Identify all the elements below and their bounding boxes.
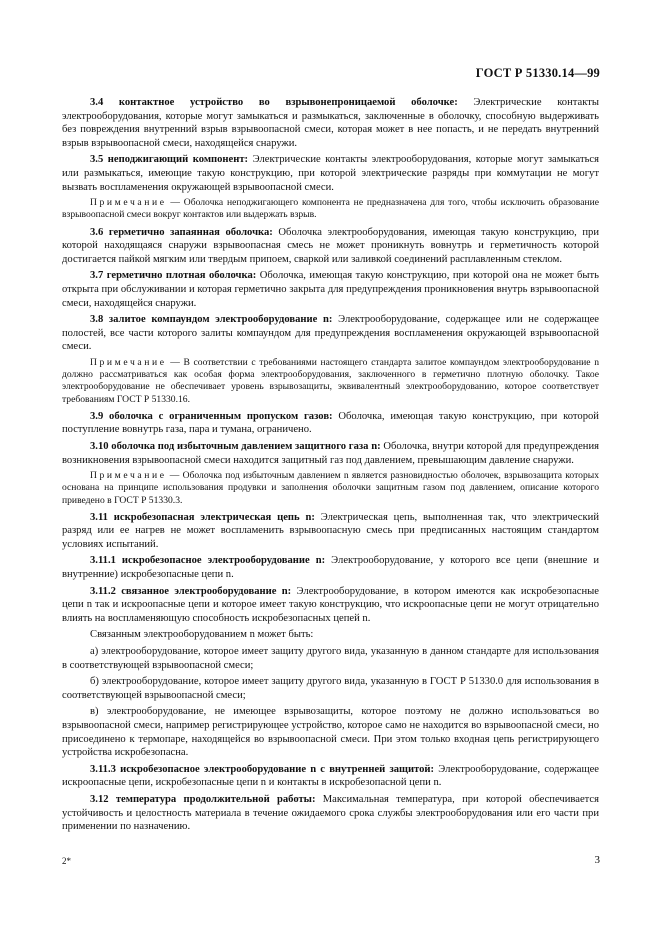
paragraph-text: — Оболочка неподжигающего компонента не предназначена для того, чтобы исключить образование взрывоопасной смеси вокруг контактов или выдержать взрыв. xyxy=(62,197,599,221)
definition-paragraph xyxy=(62,763,599,790)
paragraph-text: Электрооборудование, у которого все цепи (внешние и внутренние) искробезопасные цепи n. xyxy=(62,555,599,581)
note-label: Примечание xyxy=(90,356,167,368)
paragraph-text: б) электрооборудование, которое имеет защиту другого вида, указанную в ГОСТ Р 51330.0 для использования в соответствующей взрывоопасной смеси; xyxy=(62,676,599,701)
term-heading: 3.8 залитое компаундом электрооборудование n: xyxy=(90,314,333,326)
paragraph-text: Электрические контакты электрооборудования, которые могут замыкаться и размыкаться, заключенные в оболочку, способную выдерживать без повреждения внутренний взрыв взрывоопасной смеси, которая может в нее попасть, и не передать внутренний взрыв взрывоопасной смеси, находящейся снаружи. xyxy=(62,97,599,149)
definition-paragraph xyxy=(62,675,599,702)
paragraph-text: — В соответствии с требованиями настоящего стандарта залитое компаундом электрооборудование n должно рассматриваться как особая форма электрооборудования, заключенного в герметично плотную оболочку. Такое электрооборудование не обеспечивает уровень взрывозащиты, эквивалентный электрооборудованию, которое соответствует требованиям ГОСТ Р 51330.16. xyxy=(62,356,599,405)
paragraph-text: Оболочка, внутри которой для предупреждения возникновения взрывоопасной смеси находится защитный газ под давлением, превышающим давление снаружи. xyxy=(62,440,599,466)
term-heading: 3.11.2 связанное электрооборудование n: xyxy=(90,585,292,597)
note-label: Примечание xyxy=(90,197,167,209)
definition-paragraph xyxy=(62,585,599,626)
document-header: ГОСТ Р 51330.14—99 xyxy=(475,66,600,80)
term-heading: 3.5 неподжигающий компонент: xyxy=(90,154,249,166)
paragraph-text: в) электрооборудование, не имеющее взрывозащиты, которое поэтому не должно использоваться во взрывоопасной смеси, например регистрирующее устройство, которое само не находится во взрывоопасной смеси, но присоединено к термопаре, находящейся во взрывоопасной смеси. При этом только входная цепь регистрирующего устройства искробезопасна. xyxy=(62,706,599,759)
paragraph-text: Электрооборудование, содержащее или не содержащее полостей, все части которого залиты компаундом для предупреждения воспламенения окружающей взрывоопасной смеси. xyxy=(62,314,599,353)
paragraph-text: Электрооборудование, в котором имеются как искробезопасные цепи n так и искроопасные цепи и которое имеет такую конструкцию, что искроопасные цепи не могут отрицательно влиять на воспламеняющую способность искробезопасных цепей n. xyxy=(62,585,599,624)
note-paragraph xyxy=(62,197,599,221)
definition-paragraph xyxy=(62,440,599,467)
definition-paragraph xyxy=(62,153,599,194)
paragraph-text: Электрическая цепь, выполненная так, что электрический разряд или ее нагрев не может воспламенить взрывоопасную смесь при предписанных настоящим стандартом условиях испытаний. xyxy=(62,511,599,550)
term-heading: 3.11.3 искробезопасное электрооборудование n с внутренней защитой: xyxy=(90,763,435,775)
paragraph-text: — Оболочка под избыточным давлением n является разновидностью оболочек, взрывозащита которых основана на принципе использования продувки и заполнения оболочки защитным газом под давлением, описание которого приведено в ГОСТ Р 51330.3. xyxy=(62,470,599,506)
paragraph-text: Электрические контакты электрооборудования, которые могут замыкаться или размыкаться, имеющие такую конструкцию, при которой электрические разряды при коммутации не могут вызвать воспламенения окружающей взрывоопасной смеси. xyxy=(62,154,599,193)
term-heading: 3.12 температура продолжительной работы: xyxy=(90,793,316,805)
definition-paragraph xyxy=(62,269,599,310)
definition-paragraph xyxy=(62,511,599,552)
definition-paragraph xyxy=(62,96,599,150)
definition-paragraph xyxy=(62,226,599,267)
page-number: 3 xyxy=(594,854,600,866)
term-heading: 3.11.1 искробезопасное электрооборудование n: xyxy=(90,555,326,567)
definition-paragraph xyxy=(62,410,599,437)
paragraph-text: Оболочка, имеющая такую конструкцию, при которой поступление вовнутрь газа, пара и тумана, ограничено. xyxy=(62,410,599,436)
paragraph-text: Электрооборудование, содержащее искроопасные цепи, искробезопасные цепи n и контакты в искробезопасной цепи n. xyxy=(62,763,599,789)
note-paragraph xyxy=(62,357,599,406)
definition-paragraph xyxy=(62,554,599,581)
term-heading: 3.9 оболочка с ограниченным пропуском газов: xyxy=(90,410,333,422)
paragraph-text: Оболочка, имеющая такую конструкцию, при которой она не может быть открыта при обслуживании и которая герметично закрыта для предупреждения проникновения внутрь взрывоопасной смеси, находящейся снаружи. xyxy=(62,270,599,309)
term-heading: 3.6 герметично запаянная оболочка: xyxy=(90,226,273,238)
footer-signature-mark: 2* xyxy=(62,856,71,866)
term-heading: 3.11 искробезопасная электрическая цепь n: xyxy=(90,511,315,523)
term-heading: 3.4 контактное устройство во взрывонепроницаемой оболочке: xyxy=(90,97,458,108)
definition-paragraph xyxy=(62,793,599,834)
term-heading: 3.7 герметично плотная оболочка: xyxy=(90,270,257,282)
definition-paragraph xyxy=(62,628,599,642)
paragraph-text: Максимальная температура, при которой обеспечивается устойчивость и целостность материала в течение ожидаемого срока службы электрооборудования или его части при применении по назначению. xyxy=(62,793,600,833)
definition-paragraph xyxy=(62,313,599,354)
document-body xyxy=(62,96,599,837)
definition-paragraph xyxy=(62,705,599,759)
paragraph-text: Оболочка электрооборудования, имеющая такую конструкцию, при которой находящаяся снаружи взрывоопасная смесь не может проникнуть вовнутрь и герметичность которой достигается пайкой мягким или твердым припоем, сваркой или заливкой соединений расплавленным стеклом. xyxy=(62,226,599,265)
note-paragraph xyxy=(62,470,599,507)
definition-paragraph xyxy=(62,645,599,672)
paragraph-text: а) электрооборудование, которое имеет защиту другого вида, указанную в данном стандарте для использования в соответствующей взрывоопасной смеси; xyxy=(62,646,599,671)
paragraph-text: Связанным электрооборудованием n может быть: xyxy=(90,629,314,641)
note-label: Примечание xyxy=(90,470,167,482)
term-heading: 3.10 оболочка под избыточным давлением защитного газа n: xyxy=(90,440,381,452)
